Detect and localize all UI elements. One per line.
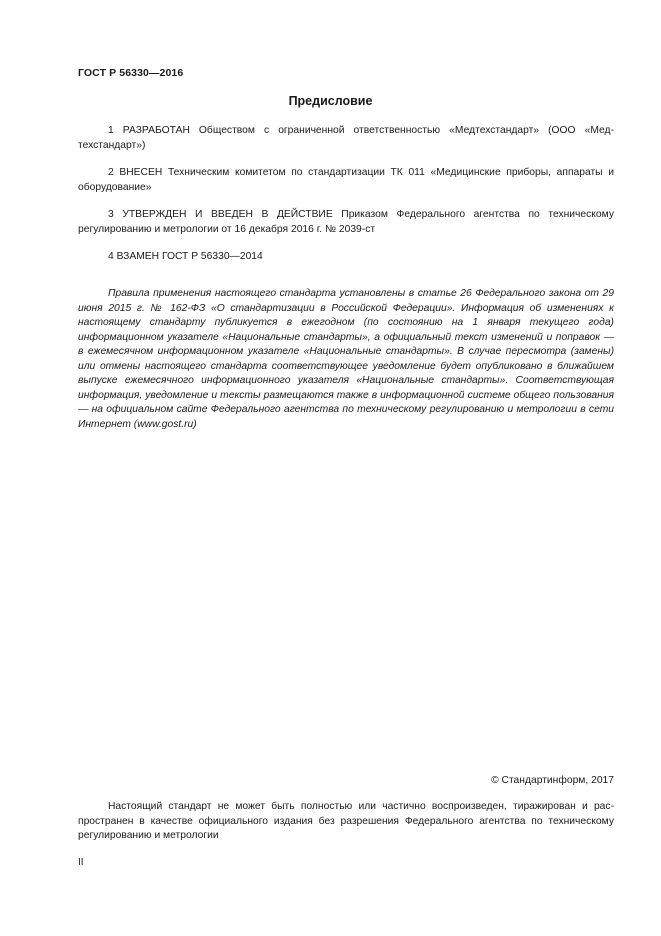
- copyright-notice: © Стандартинформ, 2017: [491, 775, 614, 786]
- standard-header: ГОСТ Р 56330—2016: [78, 67, 184, 79]
- preface-item-introduced: 2 ВНЕСЕН Техническим комитетом по стандартизации ТК 011 «Медицинские приборы, аппараты и оборудование»: [78, 167, 614, 193]
- preface-item-approved: 3 УТВЕРЖДЕН И ВВЕДЕН В ДЕЙСТВИЕ Приказом Федерального агентства по техническому регулированию и метрологии от 16 декабря 2016 г. № 2039-ст: [78, 209, 614, 235]
- page-number: II: [78, 857, 84, 868]
- application-rules-notice: Правила применения настоящего стандарта установлены в статье 26 Федерального закона от 29 июня 2015 г. № 162-ФЗ «О стандартизации в Российской Федерации». Информация об изменениях к настоящему стандарту публикуется в ежегодном (по состоянию на 1 января текущего года) информационном указателе «Национальные стандарты», а официальный текст изменений и поправок — в ежемесячном информационном указателе «Национальные стандарты». В случае пересмотра (замены) или отмены настоящего стандарта соответствующее уведомление будет опубликовано в ближайшем выпуске ежемесячного информационного указателя «Национальные стандарты». Соответствующая информация, уведомление и тексты размещаются также в информационной системе общего пользования — на официальном сайте Федерального агентства по техническому регулированию и метрологии в сети Интернет (www.gost.ru): [78, 288, 614, 430]
- reproduction-notice: Настоящий стандарт не может быть полностью или частично воспроизведен, тиражирован и распространен в качестве официального издания без разрешения Федерального агентства по техническому регулированию и метрологии: [78, 801, 614, 841]
- preface-item-developed: 1 РАЗРАБОТАН Обществом с ограниченной ответственностью «Медтехстандарт» (ООО «Медтехстандарт»): [78, 125, 614, 151]
- preface-item-replaces: 4 ВЗАМЕН ГОСТ Р 56330—2014: [108, 251, 263, 262]
- section-title: Предисловие: [288, 94, 373, 108]
- preface-items: [78, 124, 614, 278]
